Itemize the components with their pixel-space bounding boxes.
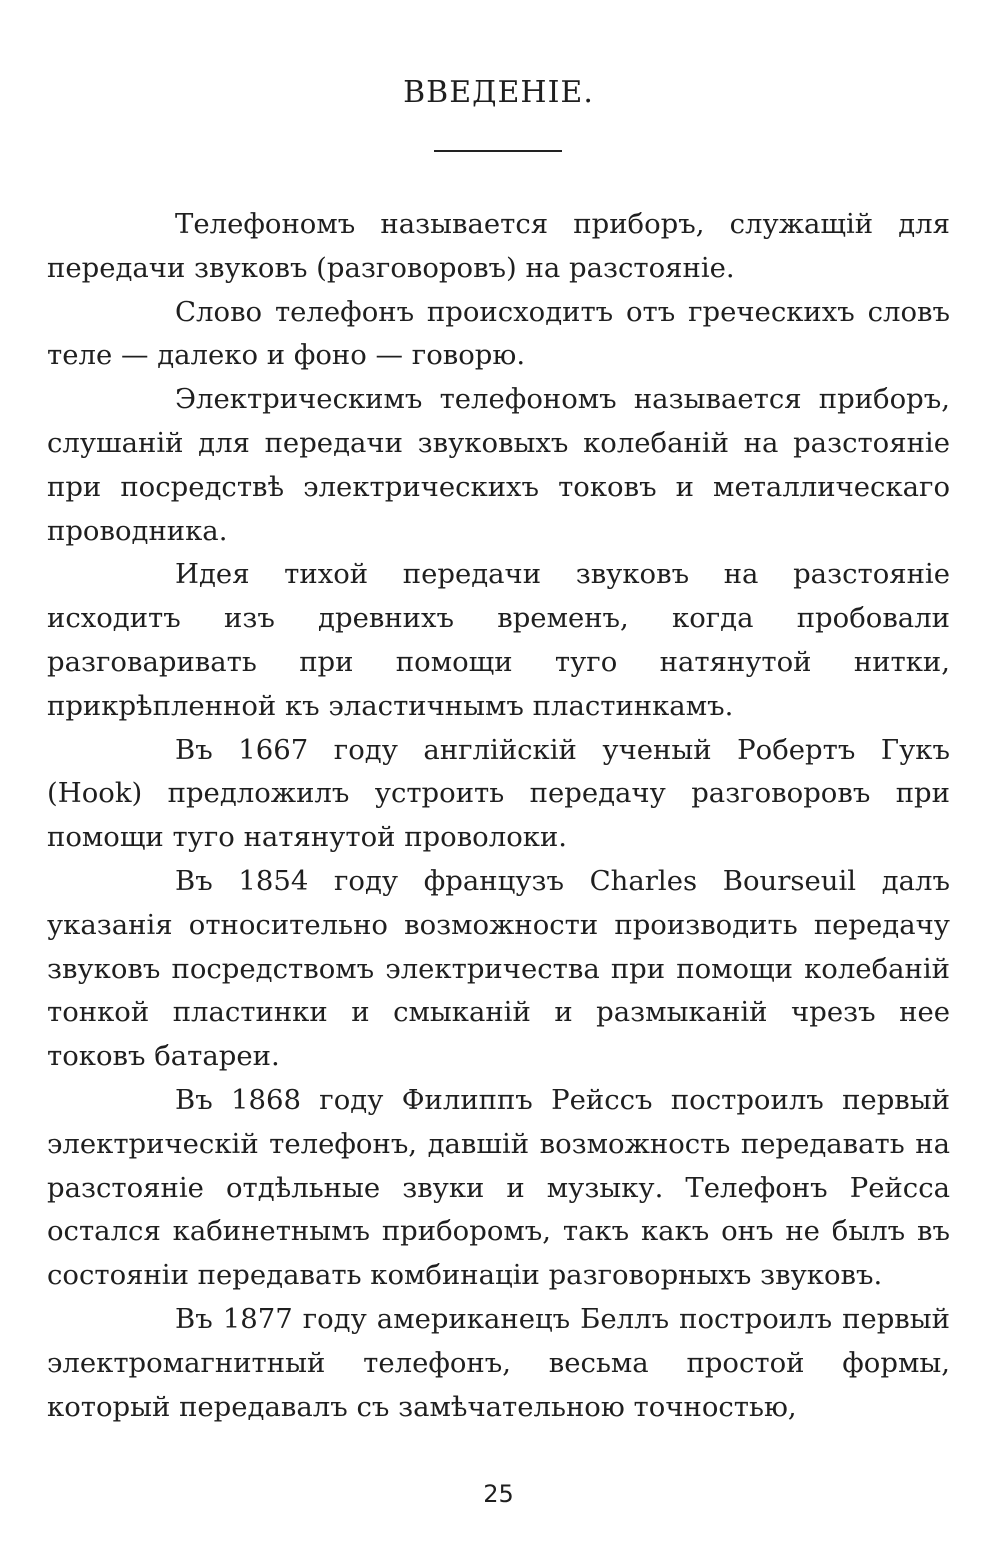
book-page [47, 0, 950, 1553]
page-number: 25 [483, 1480, 514, 1508]
paragraph-8: Въ 1877 году американецъ Беллъ построилъ первый электромагнитный телефонъ, весьма простой формы, который передавалъ съ замѣчательною точностью, [47, 1302, 950, 1423]
paragraph-4: Идея тихой передачи звуковъ на разстояніе исходитъ изъ древнихъ временъ, когда пробовали разговаривать при помощи туго натянутой нитки, прикрѣпленной къ эластичнымъ пластинкамъ. [47, 558, 950, 722]
paragraph-2: Слово телефонъ происходитъ отъ греческихъ словъ теле — далеко и фоно — говорю. [47, 295, 950, 372]
paragraph-3: Электрическимъ телефономъ называется приборъ, слушаній для передачи звуковыхъ колебаній на разстояніе при посредствѣ электрическихъ токовъ и металлическаго проводника. [47, 383, 950, 547]
body-text [47, 203, 950, 1429]
paragraph-1: Телефономъ называется приборъ, служащій для передачи звуковъ (разговоровъ) на разстояніе. [47, 208, 950, 284]
chapter-title: ВВЕДЕНІЕ. [403, 75, 594, 110]
paragraph-5: Въ 1667 году англійскій ученый Робертъ Гукъ (Hook) предложилъ устроить передачу разговоровъ при помощи туго натянутой проволоки. [47, 733, 950, 854]
paragraph-6: Въ 1854 году французъ Charles Bourseuil далъ указанія относительно возможности производить передачу звуковъ посредствомъ электричества при помощи колебаній тонкой пластинки и смыканій и размыканій чрезъ нее токовъ батареи. [47, 864, 950, 1073]
title-divider [434, 150, 562, 152]
paragraph-7: Въ 1868 году Филиппъ Рейссъ построилъ первый электрическій телефонъ, давшій возможность передавать на разстояніе отдѣльные звуки и музыку. Телефонъ Рейсса остался кабинетнымъ приборомъ, такъ какъ онъ не былъ въ состояніи передавать комбинаціи разговорныхъ звуковъ. [47, 1083, 950, 1292]
